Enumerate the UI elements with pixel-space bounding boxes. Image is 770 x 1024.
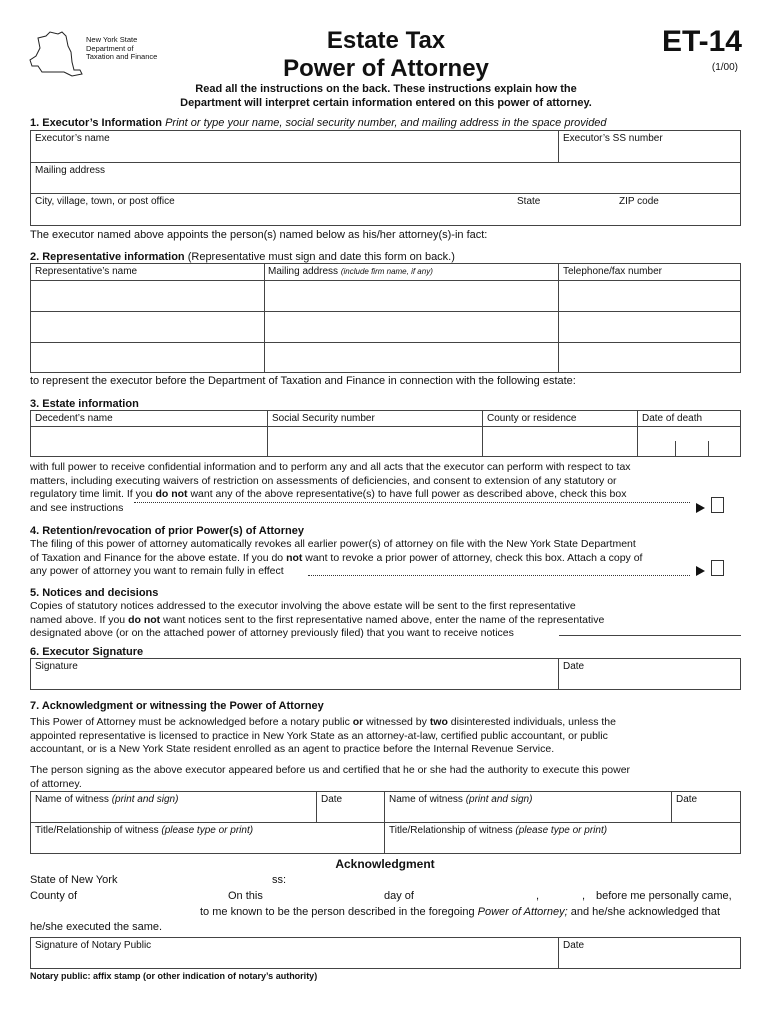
known-b: Power of Attorney;: [477, 906, 568, 918]
nt2-b: do not: [128, 613, 161, 626]
section1-subtitle: Print or type your name, social security number, and mailing address in the space provided: [165, 117, 607, 129]
rep3-name-input[interactable]: [31, 343, 263, 372]
executor-state-field[interactable]: State: [517, 196, 541, 207]
form-number: ET-14: [661, 25, 742, 58]
ss-label: ss:: [272, 874, 287, 886]
w2-title-label: Title/Relationship of witness: [389, 825, 513, 836]
rep-mailing-note: (include firm name, if any): [340, 267, 433, 276]
decedent-ssn-header: Social Security number: [272, 413, 375, 424]
w1-title-label: Title/Relationship of witness: [35, 825, 159, 836]
rep-phone-header: Telephone/fax number: [563, 266, 662, 277]
w2-label: Name of witness: [389, 794, 463, 805]
known-a: to me known to be the person described in the foregoing: [200, 906, 478, 918]
full-power-paragraph: [30, 461, 710, 515]
section7-paragraph-1: [30, 716, 730, 757]
known-statement: [200, 906, 720, 918]
section4-heading: 4. Retention/revocation of prior Power(s) of Attorney: [30, 525, 305, 537]
form-title: [200, 27, 572, 83]
notices-representative-input[interactable]: [559, 635, 741, 636]
notices-line-3: designated above (or on the attached power of attorney previously filed) that you want to receive notices: [30, 627, 514, 639]
date-of-death-header: Date of death: [642, 413, 703, 424]
s7c: witnessed by: [363, 716, 430, 728]
before-me-label: before me personally came,: [596, 890, 732, 902]
witness2-date-field[interactable]: Date: [676, 794, 698, 805]
section7-heading: 7. Acknowledgment or witnessing the Power of Attorney: [30, 700, 324, 712]
revocation-line-1: The filing of this power of attorney automatically revokes all earlier power(s) of attorney on file with the New York State Department: [30, 538, 636, 550]
dot-leader: [308, 575, 690, 576]
witness1-date-field[interactable]: Date: [321, 794, 343, 805]
w2-note: (print and sign): [465, 794, 533, 805]
notices-line-1: Copies of statutory notices addressed to the executor involving the above estate will be sent to the first representative: [30, 600, 576, 612]
rv2-c: want to revoke a prior power of attorney, check this box. Attach a copy of: [302, 551, 643, 564]
section1-heading: 1. Executor’s Information: [30, 117, 163, 129]
revocation-line-2: [30, 552, 710, 566]
divider: [558, 658, 559, 690]
witness1-name-field[interactable]: [35, 794, 178, 805]
notary-date-field[interactable]: Date: [563, 940, 585, 951]
title-line-1: Estate Tax: [326, 27, 446, 54]
rep-name-header: Representative’s name: [35, 266, 138, 277]
divider: [316, 791, 317, 822]
new-york-state-outline-icon: [28, 30, 84, 78]
county-of-label: County of: [30, 890, 78, 902]
executor-mailing-address-field[interactable]: Mailing address: [35, 165, 106, 176]
s7-p1-line-2: appointed representative is licensed to practice in New York State as an attorney-at-law, certified public accountant, or public: [30, 729, 608, 742]
executor-city-field[interactable]: City, village, town, or post office: [35, 196, 175, 207]
s7-p2-line-2: of attorney.: [30, 777, 82, 790]
appoints-statement: The executor named above appoints the person(s) named below as his/her attorney(s)-in fact:: [30, 229, 488, 241]
full-power-line-4: [30, 502, 710, 516]
arrow-right-icon: [696, 503, 705, 513]
executed-statement: he/she executed the same.: [30, 921, 163, 933]
fp4: and see instructions: [30, 501, 124, 514]
section3-heading: 3. Estate information: [30, 398, 139, 410]
divider: [637, 410, 638, 457]
instructions-line-2: Department will interpret certain information entered on this power of attorney.: [180, 97, 592, 109]
divider: [264, 263, 265, 373]
executor-signature-field[interactable]: Signature: [35, 661, 78, 672]
s7a: This Power of Attorney must be acknowledged before a notary public: [30, 716, 353, 728]
county-input[interactable]: [82, 890, 222, 903]
full-power-line-2: matters, including executing waivers of restriction on assessments of deficiencies, and consent to extension of any statutory or: [30, 474, 617, 487]
revocation-paragraph: [30, 538, 710, 579]
nt2-c: want notices sent to the first representative named above, enter the name of the representative: [160, 613, 605, 626]
agency-name: [86, 36, 157, 62]
rep-mailing-header: [268, 266, 433, 277]
section7-paragraph-2: [30, 764, 730, 791]
section5-heading: 5. Notices and decisions: [30, 587, 159, 599]
divider: [30, 426, 741, 427]
notary-stamp-note: Notary public: affix stamp (or other indication of notary’s authority): [30, 971, 318, 981]
divider: [558, 263, 559, 373]
witness2-title-field[interactable]: [389, 825, 607, 836]
divider: [558, 130, 559, 162]
revision-date: (1/00): [711, 62, 738, 73]
decedent-name-header: Decedent’s name: [35, 413, 113, 424]
s7d: two: [429, 716, 448, 728]
title-line-2: Power of Attorney: [283, 55, 489, 82]
full-power-line-3: [30, 488, 710, 502]
w1-title-note: (please type or print): [161, 825, 254, 836]
s7-p1-line-3: accountant, or is a New York State resident enrolled as an agent to practice before the Internal Revenue Service.: [30, 743, 555, 755]
s7-p2-line-1: The person signing as the above executor appeared before us and certified that he or she had the authority to execute this power: [30, 764, 631, 776]
fp3-a: regulatory time limit. If you: [30, 488, 156, 500]
divider: [384, 791, 385, 854]
executor-signature-date-field[interactable]: Date: [563, 661, 585, 672]
executor-ssn-field[interactable]: Executor’s SS number: [563, 133, 663, 144]
rv2-a: of Taxation and Finance for the above estate. If you do: [30, 551, 287, 564]
divider: [671, 791, 672, 822]
divider: [482, 410, 483, 457]
notary-signature-field[interactable]: Signature of Notary Public: [35, 940, 152, 951]
rep1-name-input[interactable]: [31, 281, 263, 310]
agency-line-3: Taxation and Finance: [86, 52, 158, 61]
divider: [30, 193, 741, 194]
arrow-right-icon: [696, 566, 705, 576]
dot-leader: [134, 502, 690, 503]
section1-heading-row: [30, 117, 607, 129]
county-header: County or residence: [487, 413, 577, 424]
divider: [30, 162, 741, 163]
divider: [558, 937, 559, 969]
notices-line-2: [30, 614, 710, 628]
instructions-note: [150, 82, 622, 110]
rv2-b: not: [286, 551, 303, 564]
s7b: or: [352, 716, 364, 728]
retain-prior-poa-checkbox[interactable]: [711, 560, 724, 576]
witness1-title-field[interactable]: [35, 825, 253, 836]
s7e: disinterested individuals, unless the: [447, 716, 616, 728]
represent-statement: to represent the executor before the Department of Taxation and Finance in connection with the following estate:: [30, 375, 576, 387]
rep-mailing-label: Mailing address: [268, 266, 339, 277]
divider: [267, 410, 268, 457]
nt2-a: named above. If you: [30, 613, 129, 626]
comma-2: ,: [582, 890, 586, 902]
agency-line-1: New York State: [86, 35, 138, 44]
comma-1: ,: [536, 890, 540, 902]
estate-info-table: [30, 410, 741, 457]
section2-heading: 2. Representative information: [30, 251, 185, 263]
executor-zip-field[interactable]: ZIP code: [619, 196, 659, 207]
revocation-line-3: any power of attorney you want to remain fully in effect: [30, 565, 284, 577]
full-power-line-1: with full power to receive confidential information and to perform any and all acts that the executor can perform with respect to tax: [30, 461, 631, 473]
w2-title-note: (please type or print): [515, 825, 608, 836]
state-of-label: State of New York: [30, 874, 118, 886]
w1-note: (print and sign): [111, 794, 179, 805]
agency-line-2: Department of: [86, 43, 134, 53]
section2-heading-row: [30, 251, 455, 263]
instructions-line-1: Read all the instructions on the back. These instructions explain how the: [195, 83, 577, 95]
day-of-label: day of: [384, 890, 414, 902]
s7-p1-line-1: [30, 716, 730, 730]
date-tick: [708, 441, 709, 457]
fp3-c: want any of the above representative(s) to have full power as described above, check this box: [187, 488, 627, 500]
fp3-b: do not: [155, 488, 188, 500]
rep2-name-input[interactable]: [31, 312, 263, 341]
section2-subtitle: (Representative must sign and date this form on back.): [187, 251, 455, 263]
acknowledgment-heading: Acknowledgment: [335, 857, 435, 871]
on-this-label: On this: [228, 890, 263, 902]
date-tick: [675, 441, 676, 457]
executor-name-field[interactable]: Executor’s name: [35, 133, 110, 144]
executor-info-box: [30, 130, 741, 226]
full-power-checkbox[interactable]: [711, 497, 724, 513]
w1-label: Name of witness: [35, 794, 109, 805]
executor-signature-box: [30, 658, 741, 690]
known-c: and he/she acknowledged that: [567, 906, 720, 918]
divider: [30, 822, 741, 823]
section6-heading: 6. Executor Signature: [30, 646, 144, 658]
witness2-name-field[interactable]: [389, 794, 532, 805]
